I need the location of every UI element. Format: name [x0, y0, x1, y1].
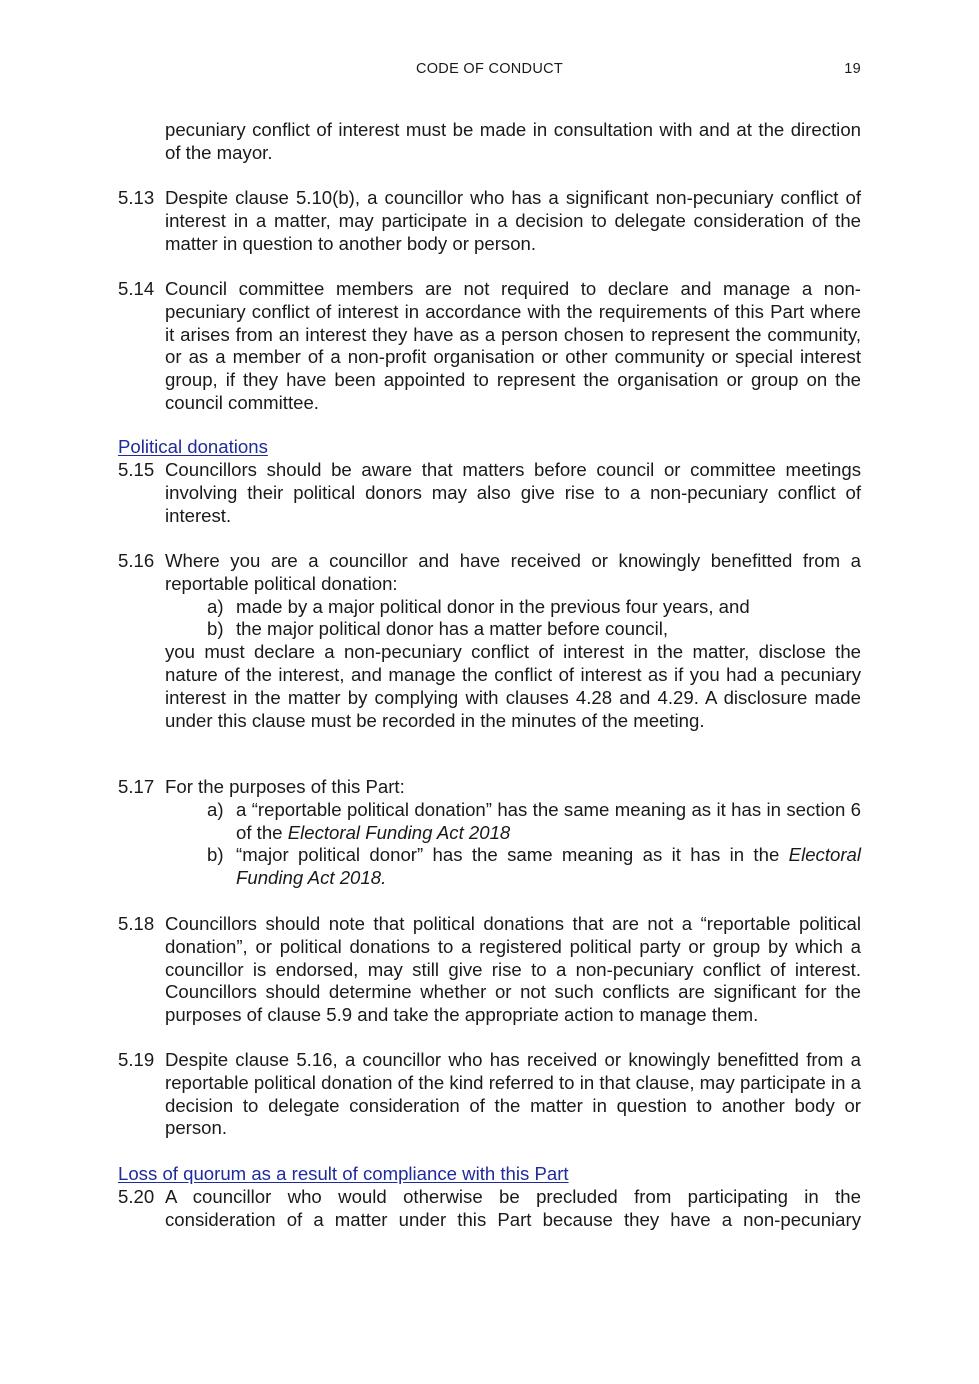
clause-intro: Where you are a councillor and have received or knowingly benefitted from a reportable political donation: — [165, 550, 861, 594]
list-item — [118, 799, 861, 845]
section-heading-loss-of-quorum — [118, 1163, 861, 1186]
list-item-text: “major political donor” has the same meaning as it has in the — [236, 844, 780, 866]
clause-5-18 — [118, 913, 861, 1027]
clause-number: 5.17 — [118, 776, 155, 797]
section-heading-political-donations — [118, 436, 861, 459]
page-number: 19 — [844, 61, 861, 77]
list-item-letter: b) — [207, 618, 224, 640]
clause-number: 5.20 — [118, 1186, 155, 1207]
clause-5-19 — [118, 1049, 861, 1140]
act-title-end: . — [381, 867, 387, 889]
heading-link[interactable]: Political donations — [118, 436, 268, 457]
page-header — [118, 59, 861, 79]
clause-text: Despite clause 5.16, a councillor who has received or knowingly benefitted from a reportable political donation of the kind referred to in that clause, may participate in a decision to delegate consideration of the matter in question to another body or person. — [165, 1049, 861, 1139]
list-item — [118, 596, 861, 619]
clause-text: Council committee members are not required to declare and manage a non-pecuniary conflict of interest in accordance with the requirements of this Part where it arises from an interest they have as a person chosen to represent the community, or as a member of a non-profit organisation or other community or special interest group, if they have been appointed to represent the organisation or group on the council committee. — [165, 278, 861, 413]
list-item-text: made by a major political donor in the previous four years, and — [236, 595, 750, 617]
list-item-text: a “reportable political donation” has the same meaning as it has in section 6 of the — [236, 798, 861, 843]
document-title: CODE OF CONDUCT — [415, 61, 564, 77]
clause-5-17 — [118, 776, 861, 890]
clause-5-16 — [118, 550, 861, 732]
clause-text: Despite clause 5.10(b), a councillor who has a significant non-pecuniary conflict of interest in a matter, may participate in a decision to delegate consideration of the matter in question to another body or person. — [165, 187, 861, 254]
act-title: Electoral Funding Act 2018 — [287, 821, 511, 843]
clause-outro: you must declare a non-pecuniary conflict of interest in the matter, disclose the nature of the interest, and manage the conflict of interest as if you had a pecuniary interest in the matter by complying with clauses 4.28 and 4.29. A disclosure made under this clause must be recorded in the minutes of the meeting. — [165, 641, 861, 731]
clause-number: 5.16 — [118, 550, 155, 571]
clause-number: 5.14 — [118, 278, 155, 299]
clause-text: Councillors should be aware that matters before council or committee meetings involving their political donors may also give rise to a non-pecuniary conflict of interest. — [165, 459, 861, 526]
clause-text: Councillors should note that political donations that are not a “reportable political donation”, or political donations to a registered political party or group by which a councillor is endorsed, may still give rise to a non-pecuniary conflict of interest. Councillors should determine whether or not such conflicts are significant for the purposes of clause 5.9 and take the appropriate action to manage them. — [165, 913, 861, 1026]
list-item-letter: a) — [207, 595, 224, 617]
clause-text: A councillor who would otherwise be precluded from participating in the consideration of a matter under this Part because they have a non-pecuniary — [165, 1186, 861, 1230]
paragraph-continued — [118, 119, 861, 165]
act-title-text: Electoral Funding Act 2018 — [236, 844, 862, 889]
clause-5-15 — [118, 459, 861, 527]
heading-link[interactable]: Loss of quorum as a result of compliance with this Part — [118, 1163, 569, 1184]
list-item — [118, 844, 861, 890]
clause-5-14 — [118, 278, 861, 415]
clause-number: 5.19 — [118, 1049, 155, 1070]
list-item — [118, 618, 861, 641]
clause-number: 5.15 — [118, 459, 155, 480]
list-item-text: the major political donor has a matter before council, — [236, 618, 669, 640]
list-item-letter: b) — [207, 844, 224, 866]
clause-number: 5.13 — [118, 187, 155, 208]
clause-5-20 — [118, 1186, 861, 1232]
clause-5-13 — [118, 187, 861, 255]
clause-intro: For the purposes of this Part: — [165, 776, 405, 797]
paragraph-text: pecuniary conflict of interest must be made in consultation with and at the direction of the mayor. — [165, 119, 861, 163]
list-item-letter: a) — [207, 798, 224, 820]
clause-number: 5.18 — [118, 913, 155, 934]
